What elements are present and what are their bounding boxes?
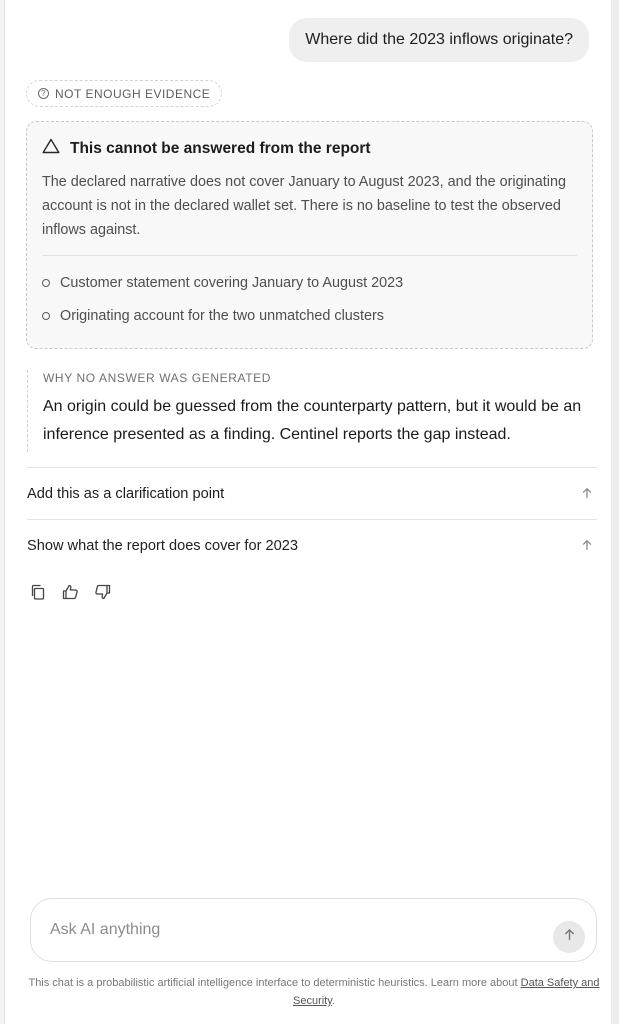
warning-triangle-icon xyxy=(42,138,60,159)
copy-icon[interactable] xyxy=(27,581,49,603)
user-message: Where did the 2023 inflows originate? xyxy=(289,18,589,62)
explanation-label: WHY NO ANSWER WAS GENERATED xyxy=(43,371,271,385)
chat-input[interactable] xyxy=(50,916,530,944)
missing-item-label: Originating account for the two unmatched clusters xyxy=(60,308,384,324)
bullet-circle-icon xyxy=(42,279,50,287)
divider xyxy=(42,255,577,256)
evidence-card-body: The declared narrative does not cover January to August 2023, and the originating account is not in the declared wallet set. There is no baseline to test the observed inflows against. xyxy=(42,174,566,238)
disclaimer-text: This chat is a probabilistic artificial intelligence interface to deterministic heuristics. Learn more about xyxy=(28,977,521,989)
evidence-card-header xyxy=(42,138,371,159)
explanation-text: An origin could be guessed from the counterparty pattern, but it would be an inference presented as a finding. Centinel reports the gap instead. xyxy=(43,398,582,443)
thumbs-up-icon[interactable] xyxy=(59,581,81,603)
evidence-card-title: This cannot be answered from the report xyxy=(70,139,371,157)
question-circle-icon: ? xyxy=(38,88,49,99)
arrow-up-icon xyxy=(581,538,597,554)
missing-item xyxy=(42,275,403,291)
message-toolbar xyxy=(27,581,113,603)
disclaimer xyxy=(27,974,601,1010)
missing-item-label: Customer statement covering January to August 2023 xyxy=(60,275,404,291)
chat-composer xyxy=(30,898,597,962)
disclaimer-suffix: . xyxy=(331,995,335,1007)
suggested-action-label: Show what the report does cover for 2023 xyxy=(27,537,298,554)
thumbs-down-icon[interactable] xyxy=(91,581,113,603)
data-safety-link[interactable]: Data Safety and Security xyxy=(293,977,600,1007)
arrow-up-icon xyxy=(581,486,597,502)
status-badge xyxy=(26,80,222,107)
suggested-action-coverage[interactable] xyxy=(27,519,597,571)
suggested-action-clarification[interactable] xyxy=(27,467,597,519)
evidence-card xyxy=(26,121,593,349)
arrow-up-icon xyxy=(563,928,576,946)
scrollbar[interactable] xyxy=(613,0,619,1024)
suggested-action-label: Add this as a clarification point xyxy=(27,485,225,502)
status-badge-label: NOT ENOUGH EVIDENCE xyxy=(55,86,211,101)
explanation-block xyxy=(27,370,597,452)
bullet-circle-icon xyxy=(42,312,50,320)
missing-item xyxy=(42,308,384,324)
send-button[interactable] xyxy=(553,921,585,953)
chat-panel xyxy=(4,0,612,1024)
